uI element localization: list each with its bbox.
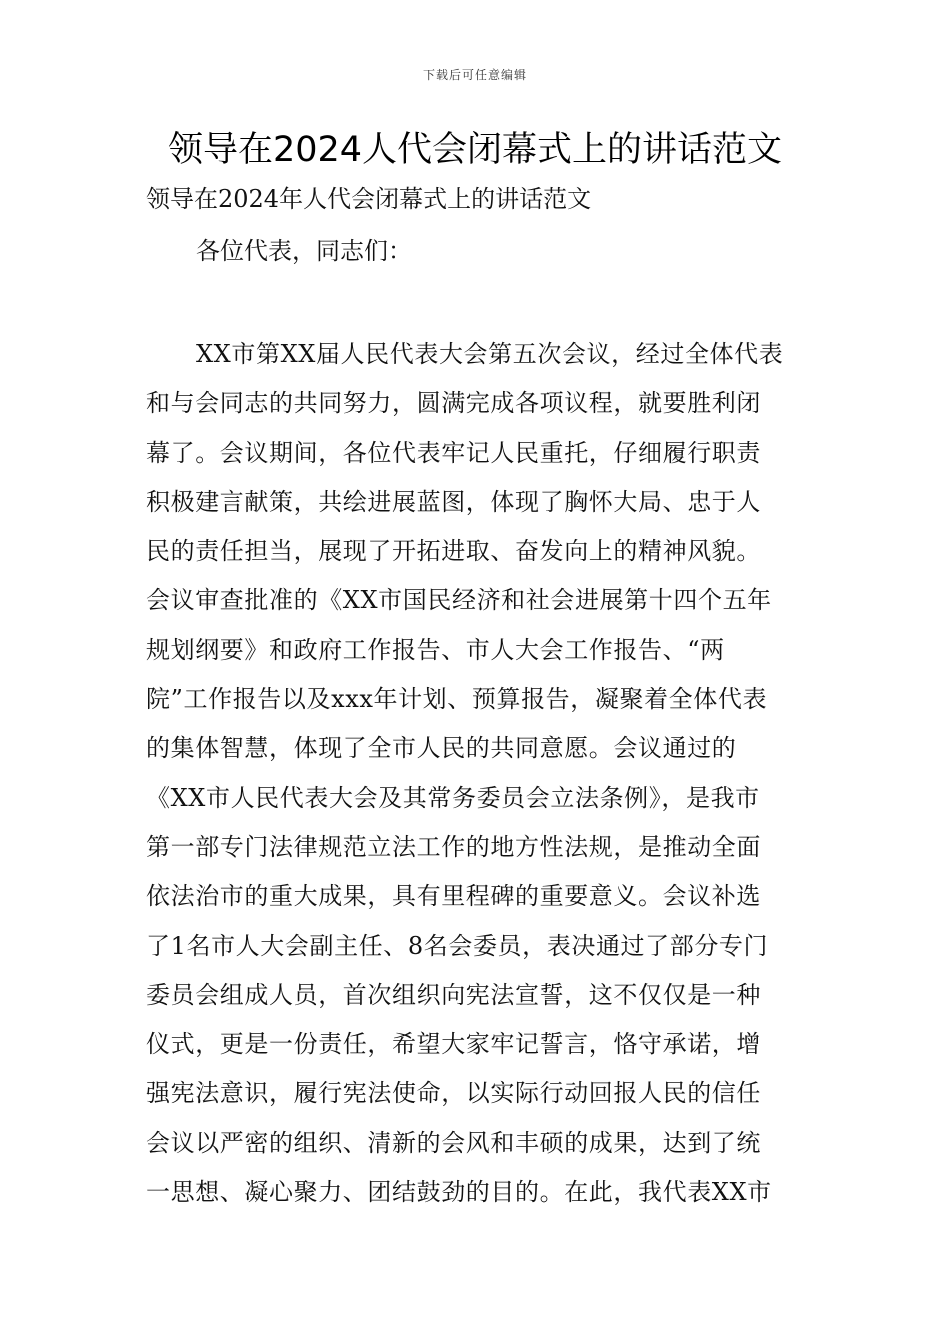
body-line: 依法治市的重大成果，具有里程碑的重要意义。会议补选 [146, 882, 761, 911]
body-line: 仪式，更是一份责任，希望大家牢记誓言，恪守承诺，增 [146, 1030, 761, 1059]
body-line: 积极建言献策，共绘进展蓝图，体现了胸怀大局、忠于人 [146, 487, 761, 516]
header-note: 下载后可任意编辑 [422, 68, 527, 82]
body-line: 强宪法意识，履行宪法使命，以实际行动回报人民的信任 [146, 1079, 761, 1108]
body-line: 和与会同志的共同努力，圆满完成各项议程，就要胜利闭 [146, 389, 761, 418]
salutation: 各位代表，同志们： [196, 237, 412, 265]
body-paragraph [146, 330, 806, 1217]
body-line: 民的责任担当，展现了开拓进取、奋发向上的精神风貌。 [146, 537, 761, 566]
body-line: 的集体智慧，体现了全市人民的共同意愿。会议通过的 [146, 734, 737, 763]
body-line: 一思想、凝心聚力、团结鼓劲的目的。在此，我代表XX市 [146, 1178, 772, 1207]
body-line: 《XX市人民代表大会及其常务委员会立法条例》，是我市 [146, 783, 760, 812]
body-line: 会议审查批准的《XX市国民经济和社会进展第十四个五年 [146, 586, 772, 615]
body-line: 会议以严密的组织、清新的会风和丰硕的成果，达到了统 [146, 1128, 761, 1157]
document-subtitle: 领导在2024年人代会闭幕式上的讲话范文 [146, 185, 592, 213]
body-line: 院”工作报告以及xxx年计划、预算报告，凝聚着全体代表 [146, 685, 768, 714]
body-line: 了1名市人大会副主任、8名会委员，表决通过了部分专门 [146, 931, 769, 960]
body-line: XX市第XX届人民代表大会第五次会议，经过全体代表 [196, 340, 784, 368]
document-title: 领导在2024人代会闭幕式上的讲话范文 [167, 130, 783, 170]
body-line: 第一部专门法律规范立法工作的地方性法规，是推动全面 [146, 832, 761, 861]
body-line: 幕了。会议期间，各位代表牢记人民重托，仔细履行职责 [146, 438, 761, 467]
body-line: 规划纲要》和政府工作报告、市人大会工作报告、“两 [146, 635, 725, 664]
body-line: 委员会组成人员，首次组织向宪法宣誓，这不仅仅是一种 [146, 980, 761, 1009]
